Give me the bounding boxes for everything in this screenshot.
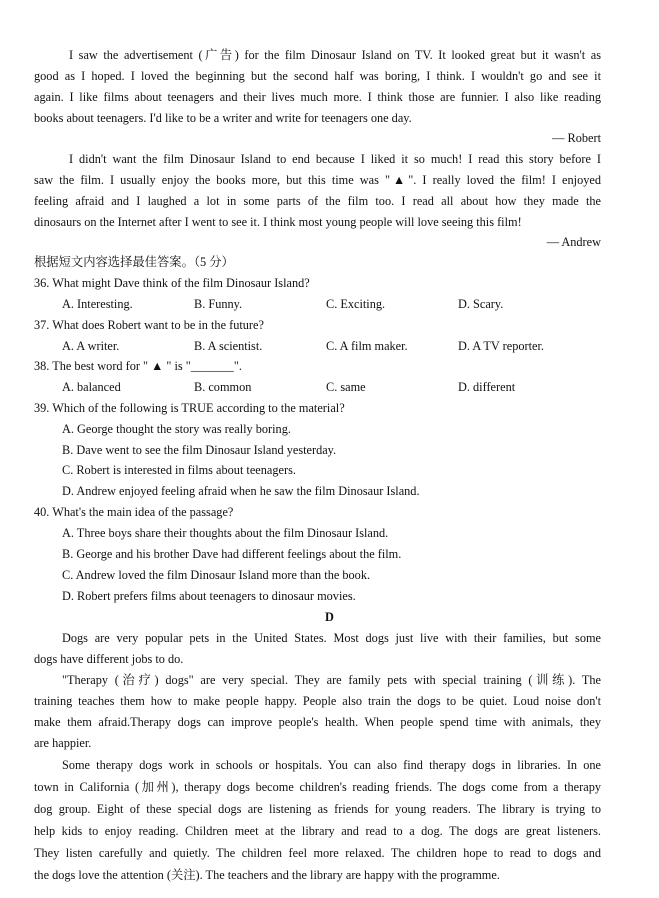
question-40-option-a[interactable]: A. Three boys share their thoughts about the film Dinosaur Island. (62, 526, 389, 540)
question-40-stem: 40. What's the main idea of the passage? (34, 505, 234, 519)
question-36-option-a[interactable]: A. Interesting. (62, 297, 133, 311)
andrew-signature: — Andrew (546, 235, 601, 249)
robert-signature: — Robert (552, 131, 601, 145)
passage-d-line-6: are happier. (34, 736, 92, 750)
passage-d-line-9: dog group. Eight of these special dogs are listening as friends for young readers. The library is trying to (34, 802, 601, 816)
passage-d-line-7: Some therapy dogs work in schools or hospitals. You can also find therapy dogs in libraries. In one (62, 758, 601, 772)
question-37-option-c[interactable]: C. A film maker. (326, 339, 408, 353)
question-40-option-b[interactable]: B. George and his brother Dave had different feelings about the film. (62, 547, 402, 561)
passage-d-line-5: make them afraid.Therapy dogs can improve people's health. When people spend time with animals, they (34, 715, 601, 729)
question-40-option-d[interactable]: D. Robert prefers films about teenagers to dinosaur movies. (62, 589, 356, 603)
passage-d-line-3: "Therapy (治疗) dogs" are very special. They are family pets with special training (训练). The (62, 673, 601, 687)
passage-d-line-10: help kids to enjoy reading. Children meet at the library and read to a dog. The dogs are great listeners. (34, 824, 601, 838)
andrew-line-4: dinosaurs on the Internet after I went to see it. I think most young people will love seeing this film! (34, 215, 522, 229)
question-37-option-b[interactable]: B. A scientist. (194, 339, 263, 353)
question-39-option-b[interactable]: B. Dave went to see the film Dinosaur Island yesterday. (62, 443, 337, 457)
question-38-option-b[interactable]: B. common (194, 380, 252, 394)
question-36-option-d[interactable]: D. Scary. (458, 297, 504, 311)
question-39-option-a[interactable]: A. George thought the story was really boring. (62, 422, 291, 436)
question-37-stem: 37. What does Robert want to be in the future? (34, 318, 264, 332)
question-36-option-b[interactable]: B. Funny. (194, 297, 243, 311)
passage-d-line-4: training teaches them how to make people happy. People also train the dogs to be quiet. Loud noise don't (34, 694, 601, 708)
robert-line-4: books about teenagers. I'd like to be a writer and write for teenagers one day. (34, 111, 412, 125)
question-37-option-d[interactable]: D. A TV reporter. (458, 339, 544, 353)
instruction-text: 根据短文内容选择最佳答案。（5 分） (34, 255, 234, 269)
question-39-stem: 39. Which of the following is TRUE according to the material? (34, 401, 345, 415)
question-39-option-d[interactable]: D. Andrew enjoyed feeling afraid when he saw the film Dinosaur Island. (62, 484, 420, 498)
question-40-option-c[interactable]: C. Andrew loved the film Dinosaur Island more than the book. (62, 568, 371, 582)
question-36-stem: 36. What might Dave think of the film Dinosaur Island? (34, 276, 310, 290)
robert-line-1: I saw the advertisement (广告) for the film Dinosaur Island on TV. It looked great but it wasn't as (69, 48, 601, 62)
passage-d-line-8: town in California (加州), therapy dogs become children's reading friends. The dogs come from a therapy (34, 780, 601, 794)
robert-line-3: again. I like films about teenagers and their lives much more. I think those are funnier. I also like reading (34, 90, 601, 104)
robert-line-2: good as I hoped. I loved the beginning but the second half was boring, I think. I wouldn't go and see it (34, 69, 601, 83)
question-37-option-a[interactable]: A. A writer. (62, 339, 120, 353)
andrew-line-3: feeling afraid and I laughed a lot in some parts of the film too. I read all about how they made the (34, 194, 601, 208)
andrew-line-2: saw the film. I usually enjoy the books more, but this time was "▲". I really loved the film! I enjoyed (34, 173, 601, 187)
question-38-stem: 38. The best word for " ▲ " is "_______". (34, 359, 242, 373)
section-heading-d: D (325, 610, 334, 624)
andrew-line-1: I didn't want the film Dinosaur Island to end because I liked it so much! I read this story before I (69, 152, 601, 166)
passage-d-line-11: They listen carefully and quietly. The children feel more relaxed. The children hope to read to dogs and (34, 846, 601, 860)
question-38-option-c[interactable]: C. same (326, 380, 366, 394)
passage-d-line-12: the dogs love the attention (关注). The teachers and the library are happy with the programme. (34, 868, 500, 882)
passage-d-line-1: Dogs are very popular pets in the United States. Most dogs just live with their families, but some (62, 631, 601, 645)
passage-d-line-2: dogs have different jobs to do. (34, 652, 184, 666)
question-38-option-d[interactable]: D. different (458, 380, 516, 394)
question-39-option-c[interactable]: C. Robert is interested in films about teenagers. (62, 463, 296, 477)
question-38-option-a[interactable]: A. balanced (62, 380, 121, 394)
question-36-option-c[interactable]: C. Exciting. (326, 297, 386, 311)
